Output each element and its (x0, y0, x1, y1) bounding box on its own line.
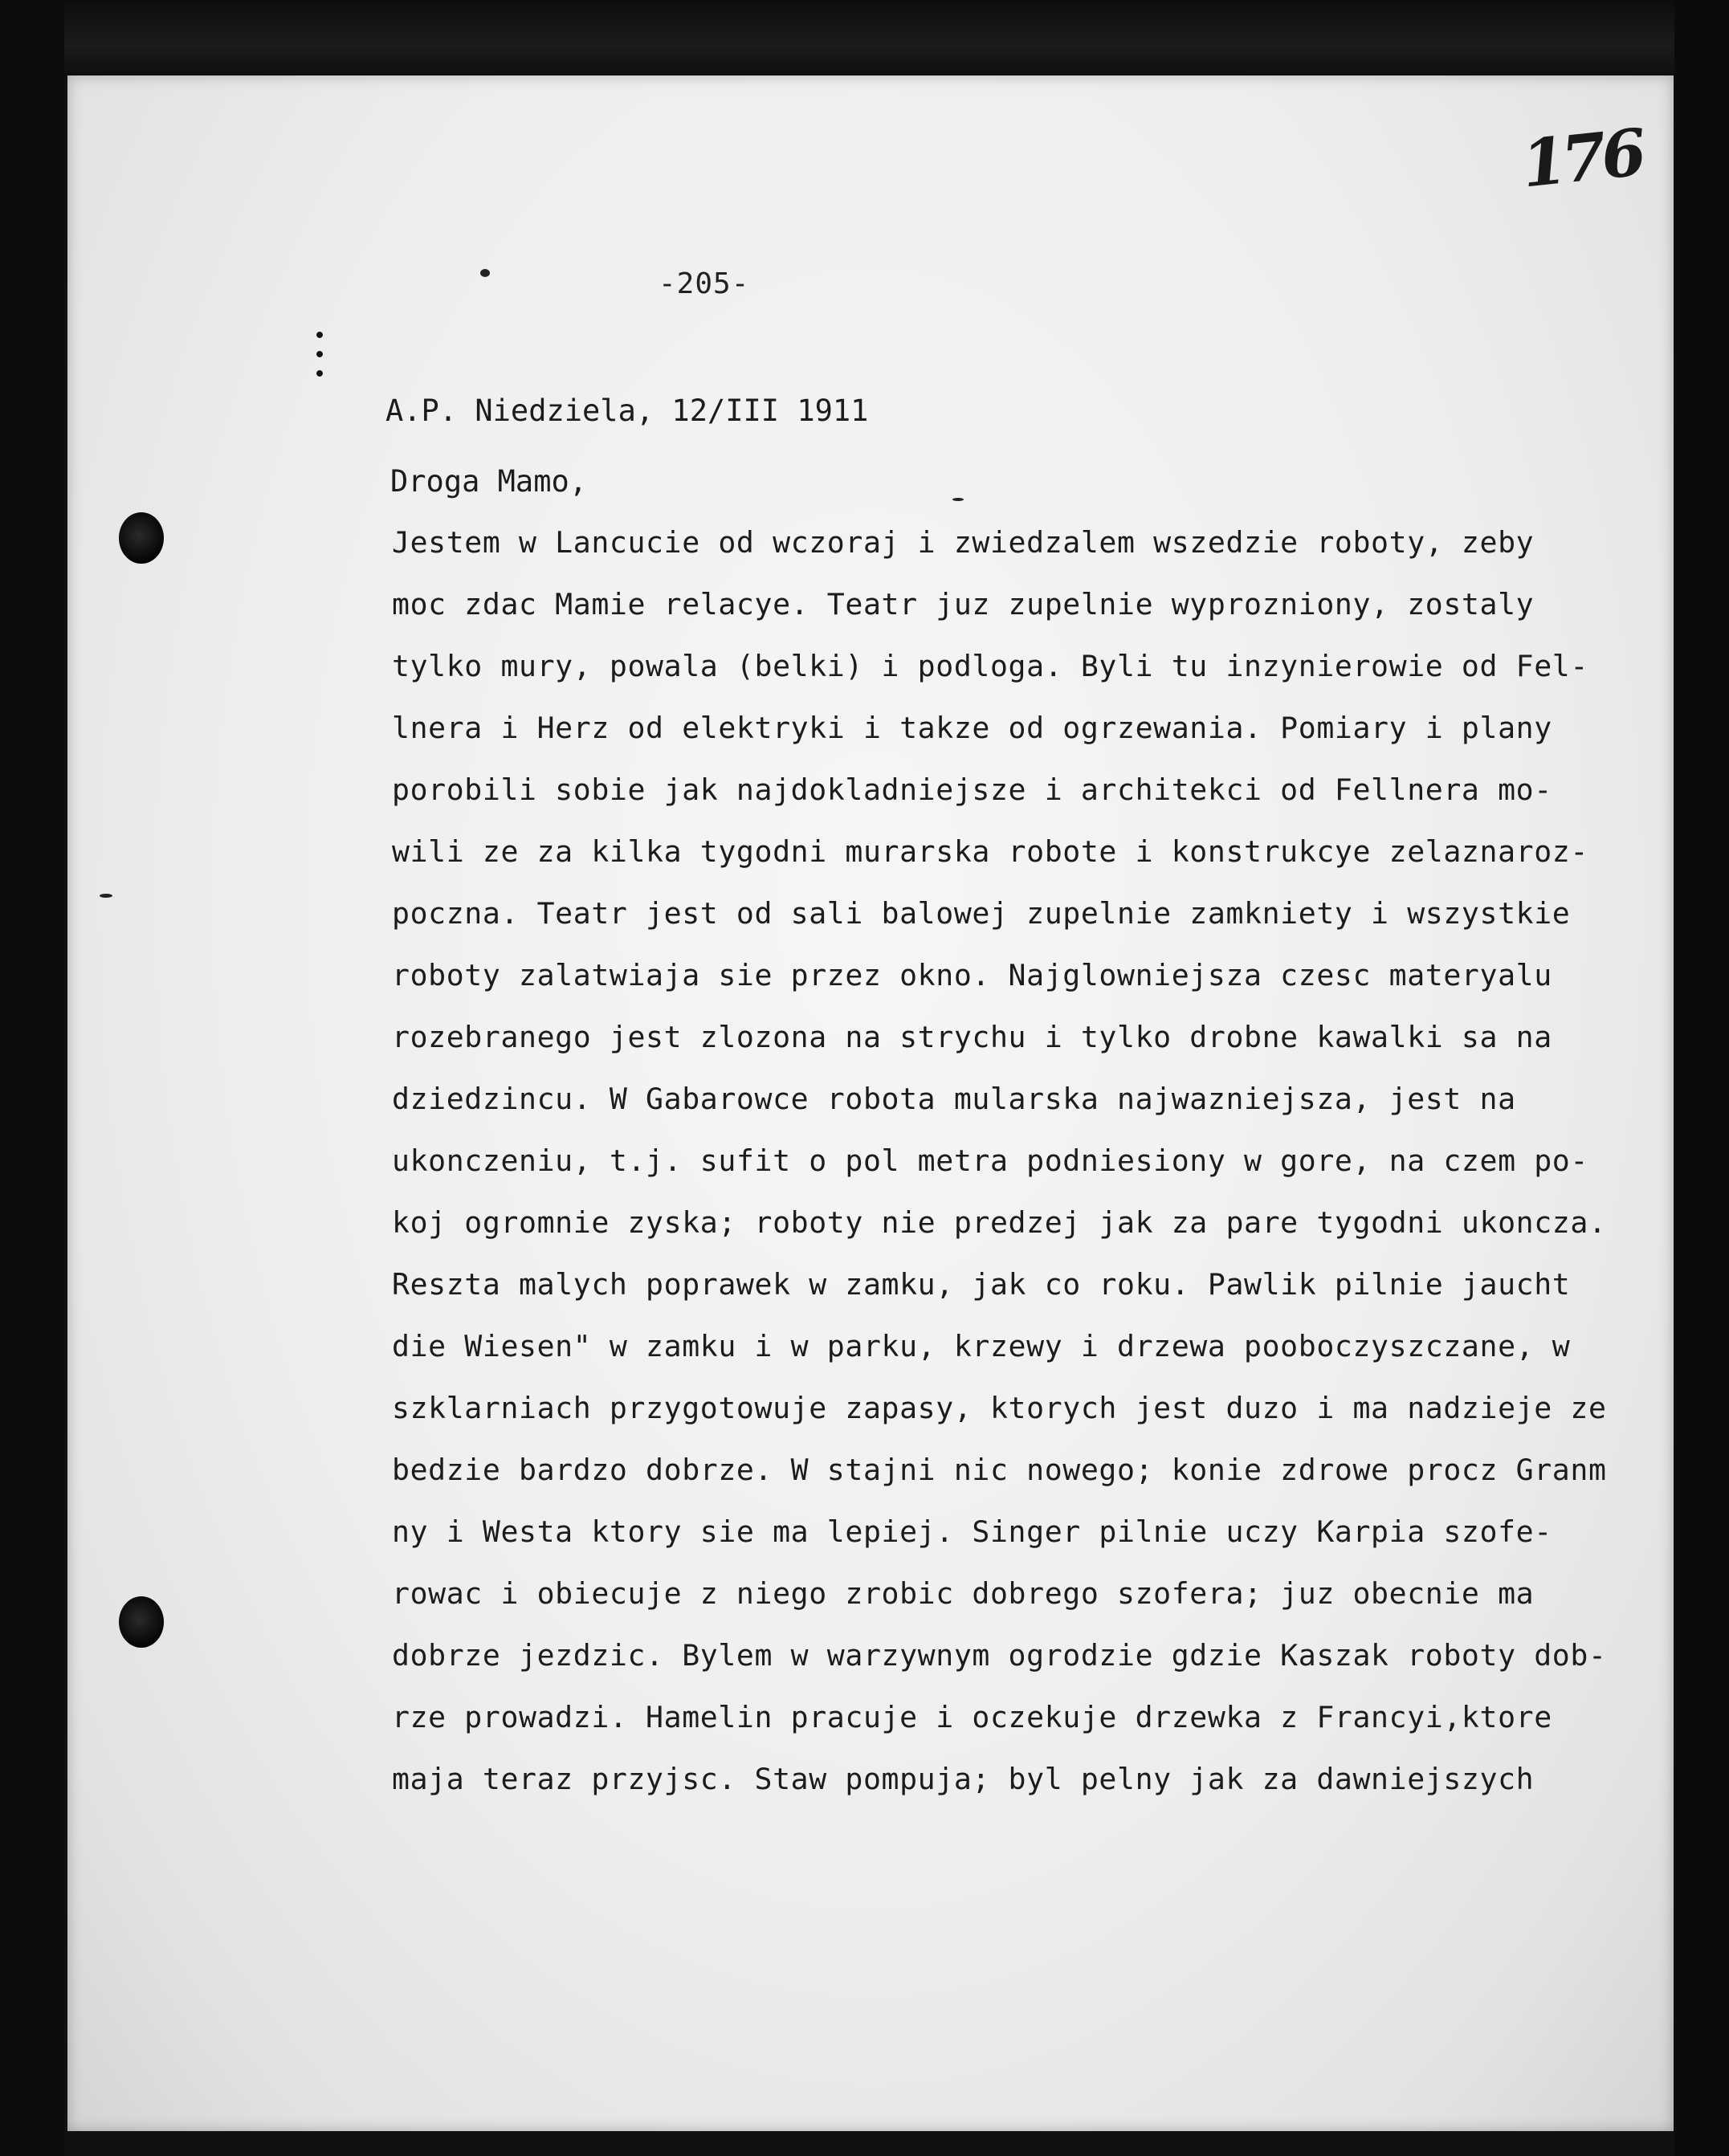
margin-mark (315, 329, 324, 382)
letter-body-line: poczna. Teatr jest od sali balowej zupelnie zamkniety i wszystkie (392, 896, 1571, 931)
letter-body-line: Jestem w Lancucie od wczoraj i zwiedzalem wszedzie roboty, zeby (392, 525, 1535, 560)
ink-speck (480, 269, 490, 277)
letter-body-line: wili ze za kilka tygodni murarska robote i konstrukcye zelaznaroz- (392, 834, 1588, 869)
letter-body-line: porobili sobie jak najdokladniejsze i architekci od Fellnera mo- (392, 772, 1552, 807)
film-frame-left (0, 0, 64, 2156)
letter-body-line: lnera i Herz od elektryki i takze od ogrzewania. Pomiary i plany (392, 711, 1552, 745)
letter-body-line: rze prowadzi. Hamelin pracuje i oczekuje drzewka z Francyi,ktore (392, 1700, 1552, 1734)
letter-body-line: dziedzincu. W Gabarowce robota mularska najwazniejsza, jest na (392, 1082, 1516, 1116)
folio-number: 176 (1518, 114, 1645, 202)
film-frame-top (0, 0, 1729, 76)
letter-body-line: koj ogromnie zyska; roboty nie predzej jak za pare tygodni ukoncza. (392, 1205, 1607, 1240)
letter-body-line: tylko mury, powala (belki) i podloga. Byli tu inzynierowie od Fel- (392, 649, 1588, 683)
ink-speck (100, 894, 112, 898)
letter-body-line: maja teraz przyjsc. Staw pompuja; byl pelny jak za dawniejszych (392, 1762, 1535, 1796)
letter-body-line: bedzie bardzo dobrze. W stajni nic nowego; konie zdrowe procz Granm (392, 1453, 1607, 1487)
page-number: -205- (659, 267, 750, 300)
film-frame-right (1674, 0, 1729, 2156)
punch-hole-top (119, 512, 164, 564)
letter-body-line: roboty zalatwiaja sie przez okno. Najglowniejsza czesc materyalu (392, 958, 1552, 992)
letter-body-line: dobrze jezdzic. Bylem w warzywnym ogrodzie gdzie Kaszak roboty dob- (392, 1638, 1607, 1673)
letter-body-line: rozebranego jest zlozona na strychu i tylko drobne kawalki sa na (392, 1020, 1552, 1054)
letter-body-line: ukonczeniu, t.j. sufit o pol metra podniesiony w gore, na czem po- (392, 1143, 1588, 1178)
letter-dateline: A.P. Niedziela, 12/III 1911 (385, 393, 869, 428)
letter-body-line: moc zdac Mamie relacye. Teatr juz zupelnie wyprozniony, zostaly (392, 587, 1535, 622)
letter-salutation: Droga Mamo, (390, 464, 588, 499)
punch-hole-bottom (119, 1596, 164, 1648)
letter-body-line: die Wiesen" w zamku i w parku, krzewy i drzewa pooboczyszczane, w (392, 1329, 1571, 1363)
letter-body-line: rowac i obiecuje z niego zrobic dobrego szofera; juz obecnie ma (392, 1576, 1535, 1611)
letter-body-line: szklarniach przygotowuje zapasy, ktorych jest duzo i ma nadzieje ze (392, 1391, 1607, 1425)
ink-speck (952, 498, 964, 501)
letter-body-line: ny i Westa ktory sie ma lepiej. Singer pilnie uczy Karpia szofe- (392, 1514, 1552, 1549)
letter-body-line: Reszta malych poprawek w zamku, jak co roku. Pawlik pilnie jaucht (392, 1267, 1571, 1302)
